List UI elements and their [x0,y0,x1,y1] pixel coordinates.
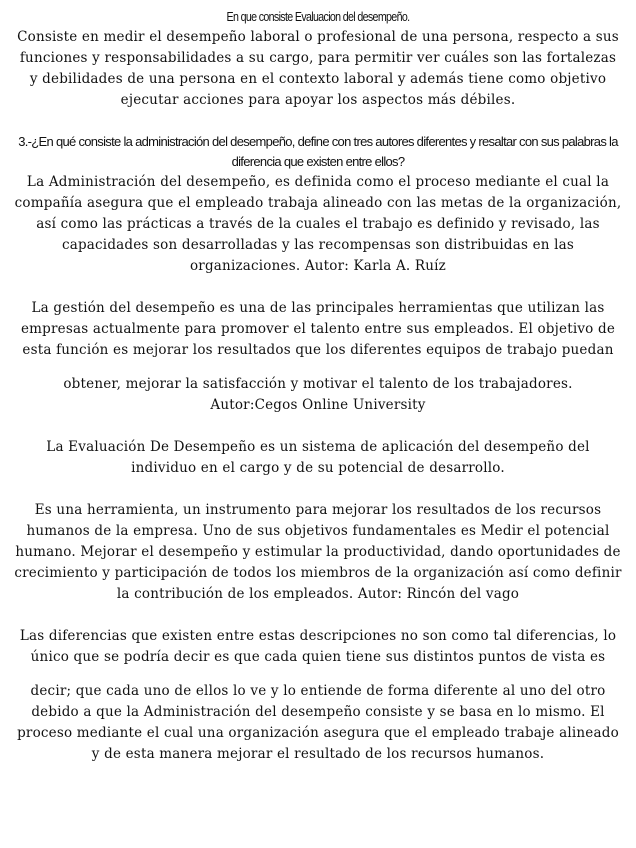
author-cegos-paragraph: La gestión del desempeño es una de las principales herramientas que utilizan las empresas actualmente para promover el talento entre sus empleados. El objetivo de esta función es mejorar los resultados que los diferentes equipos de trabajo puedan [20,300,616,358]
definition-paragraph: Consiste en medir el desempeño laboral o profesional de una persona, respecto a sus funciones y responsabilidades a su cargo, para permitir ver cuáles son las fortalezas y debilidades de una persona en el contexto laboral y además tiene como objetivo ejecutar acciones para apoyar los aspectos más débiles. [17,29,619,108]
spacer [14,111,622,132]
author-cegos-paragraph-continued: obtener, mejorar la satisfacción y motivar el talento de los trabajadores. [63,376,573,392]
spacer [14,479,622,500]
spacer [14,416,622,437]
differences-paragraph-continued: decir; que cada uno de ellos lo ve y lo entiende de forma diferente al uno del otro debido a que la Administración del desempeño consiste y se basa en lo mismo. El proceso mediante el cual una organización asegura que el empleado trabaje alineado y de esta manera mejorar el resultado de los recursos humanos. [17,683,619,762]
author-rincon-paragraph: Es una herramienta, un instrumento para mejorar los resultados de los recursos humanos de la empresa. Uno de sus objetivos fundamentales es Medir el potencial humano. Mejorar el desempeño y estimular la productividad, dando oportunidades de crecimiento y participación de todos los miembros de la organización así como definir la contribución de los empleados. Autor: Rincón del vago [14,502,622,602]
evaluation-paragraph: La Evaluación De Desempeño es un sistema de aplicación del desempeño del individuo en el cargo y de su potencial de desarrollo. [46,439,590,476]
question-heading: 3.-¿En qué consiste la administración del desempeño, define con tres autores diferentes y resaltar con sus palabras la diferencia que existen entre ellos? [18,134,618,169]
author-ruiz-paragraph: La Administración del desempeño, es definida como el proceso mediante el cual la compañía asegura que el empleado trabaja alineado con las metas de la organización, así como las prácticas a través de la cuales el trabajo es definido y revisado, las capacidades son desarrolladas y las recompensas son distribuidas en las organizaciones. Autor: Karla A. Ruíz [14,174,622,274]
spacer [14,277,622,298]
spacer [14,361,622,374]
spacer [14,605,622,626]
section-heading: En que consiste Evaluacion del desempeño. [226,9,410,24]
spacer [14,668,622,681]
author-cegos-credit: Autor:Cegos Online University [210,397,426,413]
differences-paragraph: Las diferencias que existen entre estas descripciones no son como tal diferencias, lo único que se podría decir es que cada quien tiene sus distintos puntos de vista es [19,628,617,665]
